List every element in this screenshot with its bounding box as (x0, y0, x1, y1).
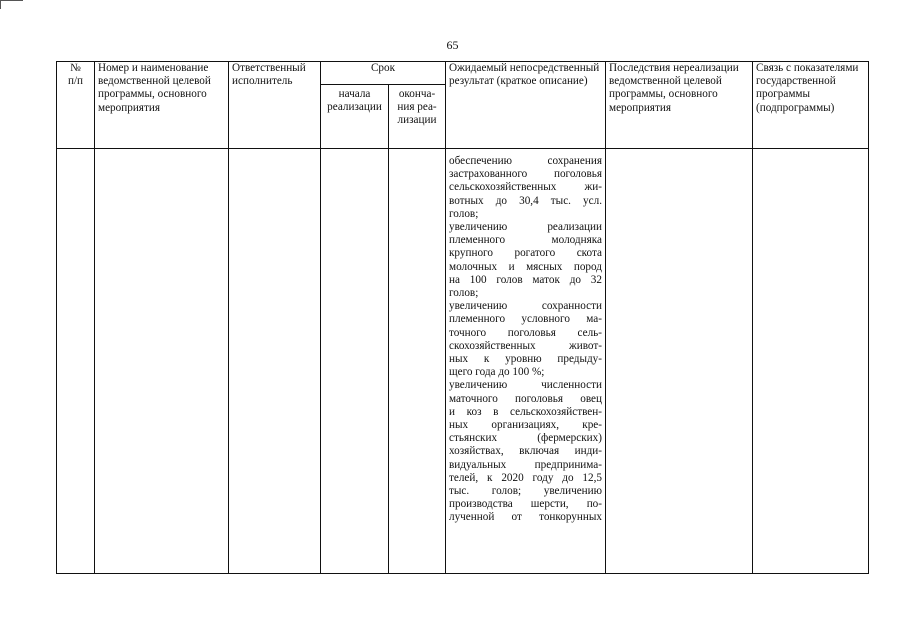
result-text-line: увеличению сохранности (449, 300, 602, 313)
header-term-end: оконча-ния реа-лизации (389, 85, 446, 149)
header-indicator-link: Связь с показателями государственной программы (подпрограммы) (753, 62, 869, 149)
header-expected-result: Ожидаемый непосредственный результат (краткое описание) (446, 62, 606, 149)
result-text-line: тыс. голов; увеличению (449, 485, 602, 498)
result-text-line: голов; (449, 207, 479, 220)
result-text-line: голов; (449, 287, 479, 300)
result-text-line: молочных и мясных пород (449, 260, 602, 273)
result-text-line: маточного поголовья овец (449, 392, 602, 405)
result-text-line: точного поголовья сель- (449, 326, 602, 339)
result-text-line: ных к уровню предыду- (449, 353, 602, 366)
result-text-line: ных организациях, кре- (449, 419, 602, 432)
result-text-line: сельскохозяйственных жи- (449, 181, 602, 194)
cell-number (57, 149, 95, 574)
result-text-line: племенного условного ма- (449, 313, 602, 326)
header-executor: Ответственный исполнитель (229, 62, 321, 149)
result-text-line: и коз в сельскохозяйствен- (449, 405, 602, 418)
table-row (57, 149, 869, 574)
cell-term-end (389, 149, 446, 574)
result-text-line: застрахованного поголовья (449, 168, 602, 181)
result-text-line: увеличению реализации (449, 221, 602, 234)
result-text-line: вотных до 30,4 тыс. усл. (449, 194, 602, 207)
cell-expected-result (446, 149, 606, 574)
header-consequences: Последствия нереализации ведомственной целевой программы, основного мероприятия (606, 62, 753, 149)
result-text-line: племенного молодняка (449, 234, 602, 247)
header-term: Срок (321, 62, 446, 85)
result-text-line: хозяйствах, включая инди- (449, 445, 602, 458)
result-text-line: обеспечению сохранения (449, 155, 602, 167)
result-text-line: скохозяйственных живот- (449, 339, 602, 352)
result-text-line: телей, к 2020 году до 12,5 (449, 471, 602, 484)
result-text-line: стьянских (фермерских) (449, 432, 602, 445)
cell-indicator-link (753, 149, 869, 574)
result-text-line: производства шерсти, по- (449, 498, 602, 511)
result-text-line: лученной от тонкорунных (449, 511, 602, 524)
result-text-line: на 100 голов маток до 32 (449, 273, 602, 286)
cell-term-start (321, 149, 389, 574)
header-term-start: начала реализации (321, 85, 389, 149)
result-text-line: увеличению численности (449, 379, 602, 392)
cell-consequences (606, 149, 753, 574)
cell-executor (229, 149, 321, 574)
cell-program-name (95, 149, 229, 574)
program-table (56, 61, 869, 574)
page-number: 65 (446, 38, 459, 52)
scan-corner-mark (0, 0, 23, 9)
result-text-line: видуальных предпринима- (449, 458, 602, 471)
header-program-name: Номер и наименование ведомственной целевой программы, основного мероприятия (95, 62, 229, 149)
header-number: № п/п (57, 62, 95, 149)
result-text-line: щего года до 100 %; (449, 366, 545, 379)
result-text-line: крупного рогатого скота (449, 247, 602, 260)
